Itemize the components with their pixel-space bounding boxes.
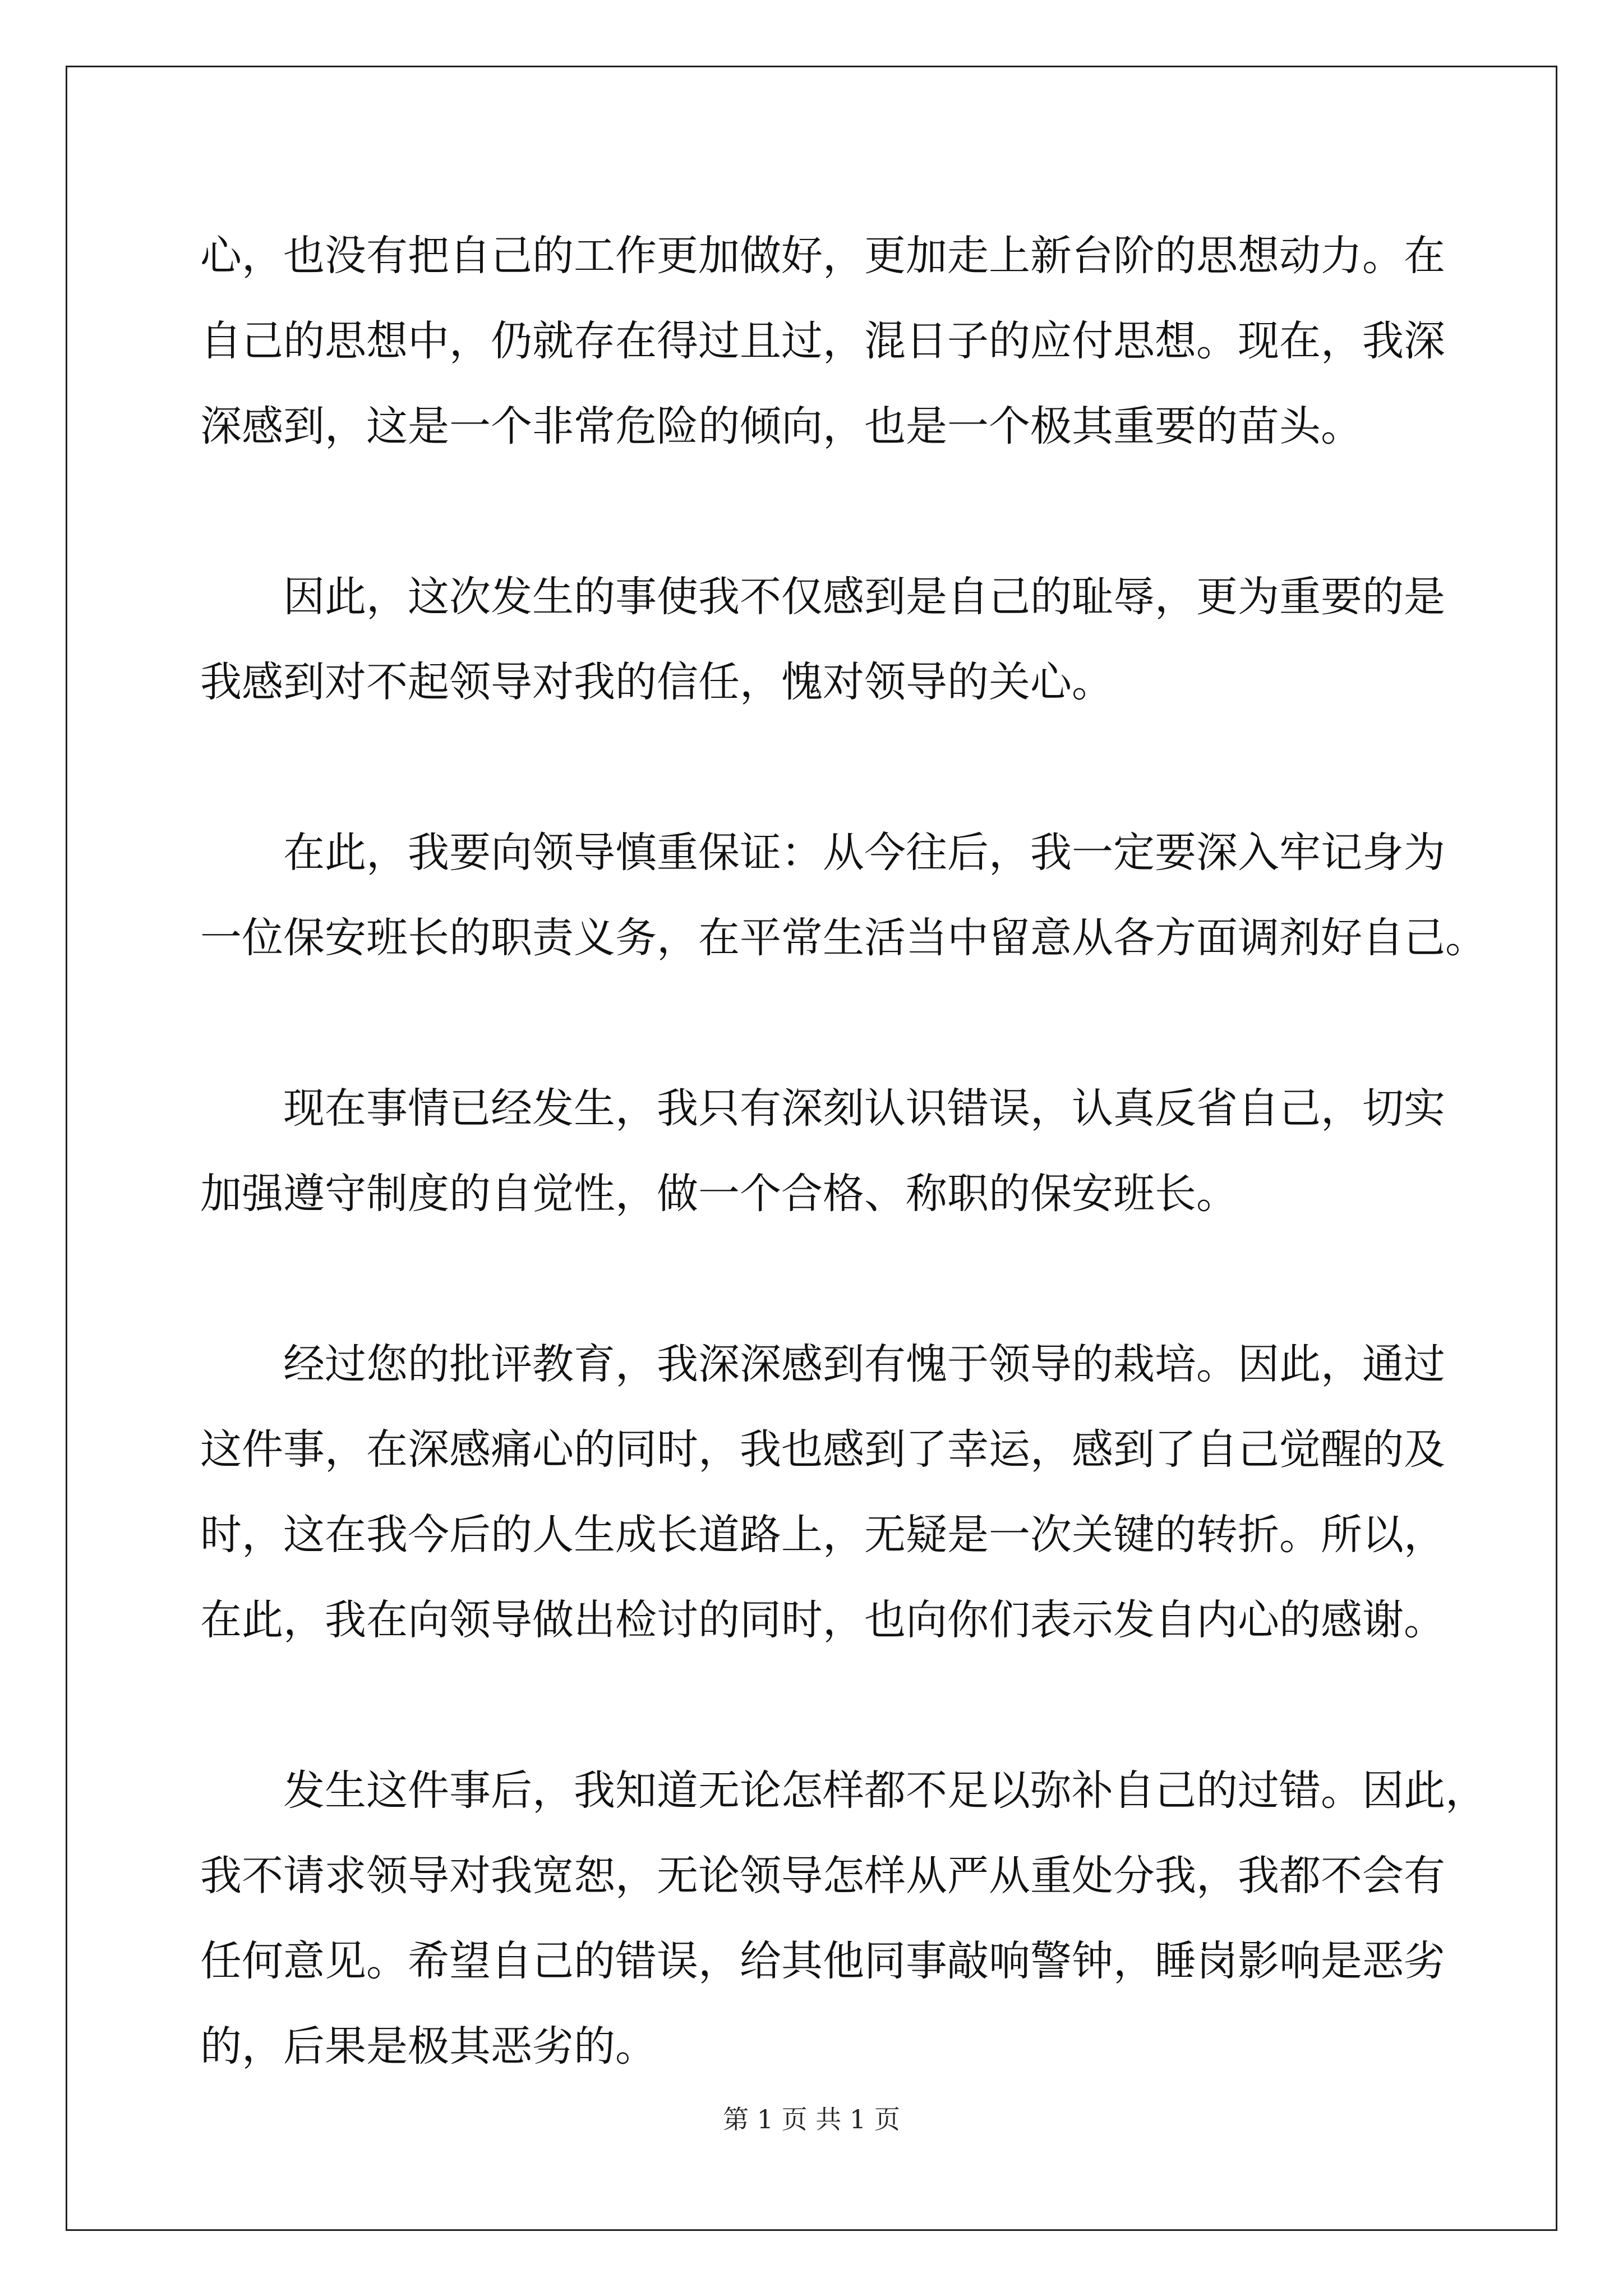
text-line: 一位保安班长的职责义务，在平常生活当中留意从各方面调剂好自己。	[200, 914, 1487, 962]
text-line: 这件事，在深感痛心的同时，我也感到了幸运，感到了自己觉醒的及	[200, 1425, 1445, 1474]
paragraph-spacer	[200, 981, 1423, 1066]
text-line: 心，也没有把自己的工作更加做好，更加走上新台阶的思想动力。在	[200, 232, 1445, 280]
text-line: 加强遵守制度的自觉性，做一个合格、称职的保安班长。	[200, 1170, 1238, 1218]
text-line: 我不请求领导对我宽恕，无论领导怎样从严从重处分我，我都不会有	[200, 1852, 1445, 1900]
text-line: 自己的思想中，仍就存在得过且过，混日子的应付思想。现在，我深	[200, 317, 1445, 365]
paragraph-spacer	[200, 469, 1423, 554]
document-body	[200, 213, 1487, 2089]
text-line: 因此，这次发生的事使我不仅感到是自己的耻辱，更为重要的是	[283, 573, 1445, 621]
text-line: 我感到对不起领导对我的信任，愧对领导的关心。	[200, 658, 1113, 706]
text-line: 在此，我在向领导做出检讨的同时，也向你们表示发自内心的感谢。	[200, 1596, 1445, 1644]
text-line: 的，后果是极其恶劣的。	[200, 2022, 657, 2070]
text-line: 深感到，这是一个非常危险的倾向，也是一个极其重要的苗头。	[200, 402, 1362, 450]
text-line: 在此，我要向领导慎重保证：从今往后，我一定要深入牢记身为	[283, 829, 1445, 877]
text-line: 发生这件事后，我知道无论怎样都不足以弥补自己的过错。因此，	[283, 1766, 1487, 1815]
paragraph-spacer	[200, 725, 1423, 810]
paragraph-spacer	[200, 1236, 1423, 1322]
text-line: 经过您的批评教育，我深深感到有愧于领导的栽培。因此，通过	[283, 1340, 1445, 1388]
text-line: 任何意见。希望自己的错误，给其他同事敲响警钟，睡岗影响是恶劣	[200, 1937, 1445, 1985]
text-line: 时，这在我今后的人生成长道路上，无疑是一次关键的转折。所以，	[200, 1511, 1445, 1559]
text-line: 现在事情已经发生，我只有深刻认识错误，认真反省自己，切实	[283, 1084, 1445, 1133]
paragraph-spacer	[200, 1663, 1423, 1748]
page-number-footer: 第 1 页 共 1 页	[723, 2104, 900, 2134]
